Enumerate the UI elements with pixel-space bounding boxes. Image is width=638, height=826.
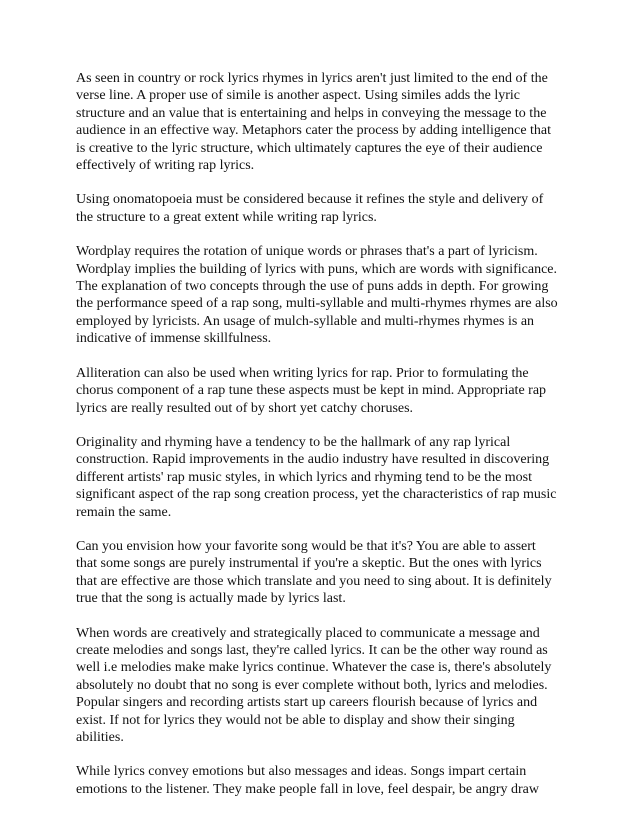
text-line: Popular singers and recording artists start up careers flourish because of lyrics and xyxy=(76,695,538,711)
text-line: significant aspect of the rap song creation process, yet the characteristics of rap music xyxy=(76,487,557,503)
text-line: abilities. xyxy=(76,730,124,745)
text-line: that are effective are those which translate and you need to sing about. It is definitely xyxy=(76,573,552,589)
text-line: structure and an value that is entertaining and helps in conveying the message to the xyxy=(76,105,547,121)
text-line: the structure to a great extent while writing rap lyrics. xyxy=(76,209,377,225)
text-line: verse line. A proper use of simile is another aspect. Using similes adds the lyric xyxy=(76,88,521,104)
text-line: remain the same. xyxy=(76,504,172,520)
text-line: Wordplay implies the building of lyrics with puns, which are words with significance. xyxy=(76,261,558,277)
text-line: emotions to the listener. They make people fall in love, feel despair, be angry draw xyxy=(76,781,539,797)
text-line: Originality and rhyming have a tendency to be the hallmark of any rap lyrical xyxy=(76,434,511,450)
paragraph xyxy=(76,434,576,521)
paragraph xyxy=(76,243,576,347)
paragraph xyxy=(76,625,576,747)
text-line: employed by lyricists. An usage of mulch-syllable and multi-rhymes rhymes is an xyxy=(76,313,535,329)
text-line: lyrics are really resulted out of by short yet catchy choruses. xyxy=(76,400,414,416)
text-line: Alliteration can also be used when writing lyrics for rap. Prior to formulating the xyxy=(76,365,529,381)
text-line: is creative to the lyric structure, which ultimately captures the eye of their audience xyxy=(76,140,543,156)
text-line: create melodies and songs last, they're called lyrics. It can be the other way round as xyxy=(76,642,548,658)
text-line: The explanation of two concepts through the use of puns adds in depth. For growing xyxy=(76,279,549,295)
text-line: While lyrics convey emotions but also messages and ideas. Songs impart certain xyxy=(76,764,527,780)
text-line: effectively of writing rap lyrics. xyxy=(76,158,255,174)
text-line: different artists' rap music styles, in which lyrics and rhyming tend to be the most xyxy=(76,469,533,485)
text-line: When words are creatively and strategically placed to communicate a message and xyxy=(76,625,540,641)
text-line: Wordplay requires the rotation of unique words or phrases that's a part of lyricism. xyxy=(76,244,538,260)
paragraph xyxy=(76,365,576,417)
text-line: chorus component of a rap tune these aspects must be kept in mind. Appropriate rap xyxy=(76,383,547,399)
paragraph xyxy=(76,538,576,608)
paragraph xyxy=(76,763,576,798)
text-line: As seen in country or rock lyrics rhymes in lyrics aren't just limited to the end of the xyxy=(76,71,548,86)
paragraph xyxy=(76,70,576,174)
text-line: audience in an effective way. Metaphors cater the process by adding intelligence that xyxy=(76,123,552,139)
text-line: absolutely no doubt that no song is ever complete without both, lyrics and melodies. xyxy=(76,677,548,693)
paragraph xyxy=(76,191,576,226)
text-line: Using onomatopoeia must be considered because it refines the style and delivery of xyxy=(76,192,544,208)
text-line: that some songs are purely instrumental if you're a skeptic. But the ones with lyrics xyxy=(76,556,542,572)
text-line: the performance speed of a rap song, multi-syllable and multi-rhymes rhymes are also xyxy=(76,296,558,312)
document-body xyxy=(76,70,576,798)
text-line: indicative of immense skillfulness. xyxy=(76,331,272,347)
text-line: exist. If not for lyrics they would not be able to display and show their singing xyxy=(76,712,515,728)
text-line: construction. Rapid improvements in the audio industry have resulted in discovering xyxy=(76,452,550,468)
text-line: well i.e melodies make make lyrics continue. Whatever the case is, there's absolutely xyxy=(76,660,552,676)
text-line: true that the song is actually made by lyrics last. xyxy=(76,591,346,607)
text-line: Can you envision how your favorite song would be that it's? You are able to assert xyxy=(76,538,536,554)
